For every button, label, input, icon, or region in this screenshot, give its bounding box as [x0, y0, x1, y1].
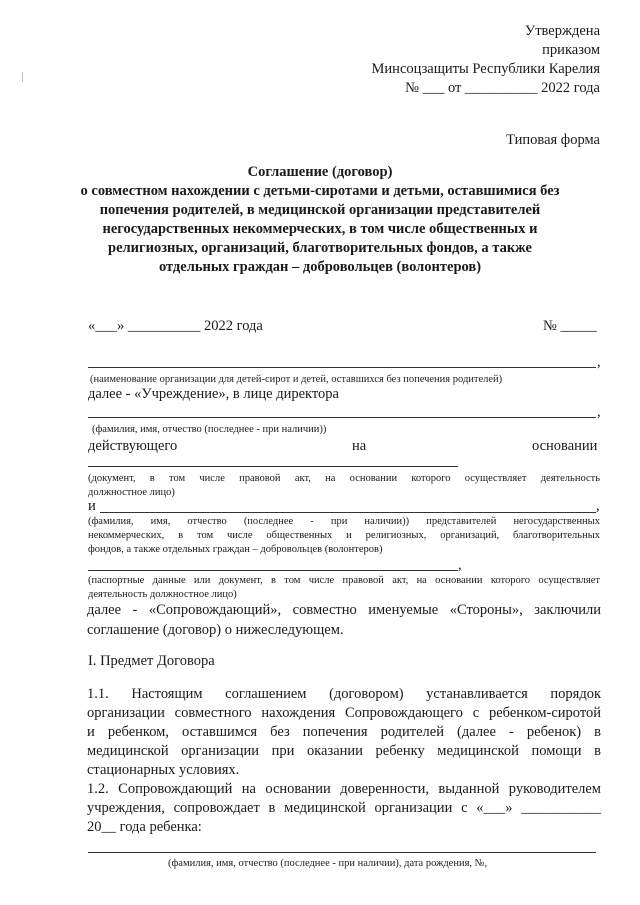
child-info-hint: (фамилия, имя, отчество (последнее - при наличии), дата рождения, №, [168, 858, 488, 869]
approval-block [372, 22, 600, 98]
clause-1-1-line-4: медицинской организации при оказании ребенку медицинской помощи в [87, 743, 601, 759]
title-line-1: Соглашение (договор) [247, 164, 393, 180]
basis-document-field-line [88, 466, 458, 467]
org-name-hint: (наименование организации для детей-сирот и детей, оставшихся без попечения родителей) [90, 374, 503, 385]
approval-line-3: Минсоцзащиты Республики Карелия [371, 61, 600, 77]
clause-1-2-line-1: 1.2. Сопровождающий на основании доверенности, выданной руководителем [87, 781, 601, 797]
agreement-date: «___» __________ 2022 года [88, 318, 263, 334]
scan-margin-mark [22, 72, 23, 82]
director-name-comma: , [597, 404, 601, 420]
and-word: и [88, 498, 96, 514]
representative-comma: , [596, 498, 600, 514]
clause-1-1-line-3: и ребенком, оставшимся без попечения родителей (далее - ребенок) в [87, 724, 601, 740]
acting-word: действующего [88, 438, 178, 454]
clause-1-1-line-1: 1.1. Настоящим соглашением (договором) устанавливается порядок [87, 686, 601, 702]
passport-hint-line-2: деятельность должностное лицо) [88, 589, 237, 600]
escort-line-2: соглашение (договор) о нижеследующем. [87, 622, 344, 638]
form-type-label: Типовая форма [506, 132, 600, 148]
clause-1-1-line-5: стационарных условиях. [87, 762, 240, 778]
title-line-2: о совместном нахождении с детьми-сиротами и детьми, оставшимися без [80, 183, 560, 199]
clause-1-2-line-3: 20__ года ребенка: [87, 819, 202, 835]
section-1-heading: I. Предмет Договора [88, 653, 215, 669]
agreement-number: № _____ [543, 318, 597, 334]
basis-hint-line-1: (документ, в том числе правовой акт, на основании которого осуществляет деятельность [88, 473, 600, 484]
rep-hint-line-3: фондов, а также отдельных граждан – добровольцев (волонтеров) [88, 544, 383, 555]
approval-line-2: приказом [542, 42, 600, 58]
representative-hint [88, 515, 600, 557]
institution-designation: далее - «Учреждение», в лице директора [88, 386, 339, 402]
escort-designation [87, 600, 601, 640]
clause-1-1 [87, 685, 601, 837]
director-name-field-line [88, 417, 596, 418]
title-line-4: негосударственных некоммерческих, в том числе общественных и [102, 221, 538, 237]
on-word: на [352, 438, 367, 454]
title-line-6: отдельных граждан – добровольцев (волонтеров) [158, 259, 482, 275]
basis-document-hint [88, 472, 600, 500]
representative-field-line [100, 512, 596, 513]
child-info-field-line [88, 852, 596, 853]
title-line-5: религиозных, организаций, благотворительных фондов, а также [108, 240, 532, 256]
passport-comma: , [458, 557, 462, 573]
org-name-comma: , [597, 354, 601, 370]
rep-hint-line-2: некоммерческих, в том числе общественных и религиозных, организаций, благотворительных [88, 530, 600, 541]
passport-field-line [88, 570, 458, 571]
document-title [70, 163, 570, 277]
clause-1-1-line-2: организации совместного нахождения Сопровождающего с ребенком-сиротой [87, 705, 601, 721]
basis-hint-line-2: должностное лицо) [88, 487, 175, 498]
approval-line-4: № ___ от __________ 2022 года [405, 80, 600, 96]
passport-hint [88, 574, 600, 602]
title-line-3: попечения родителей, в медицинской организации представителей [99, 202, 541, 218]
clause-1-2-line-2: учреждения, сопровождает в медицинской организации с «___» ___________ [87, 800, 601, 816]
basis-word: основании [532, 438, 598, 454]
approval-line-1: Утверждена [524, 23, 600, 39]
passport-hint-line-1: (паспортные данные или документ, в том числе правовой акт, на основании которого осуществляет [88, 575, 600, 586]
rep-hint-line-1: (фамилия, имя, отчество (последнее - при наличии)) представителей негосударственных [88, 516, 600, 527]
director-name-hint: (фамилия, имя, отчество (последнее - при наличии)) [92, 424, 327, 435]
org-name-field-line [88, 367, 596, 368]
escort-line-1: далее - «Сопровождающий», совместно именуемые «Стороны», заключили [87, 602, 601, 618]
